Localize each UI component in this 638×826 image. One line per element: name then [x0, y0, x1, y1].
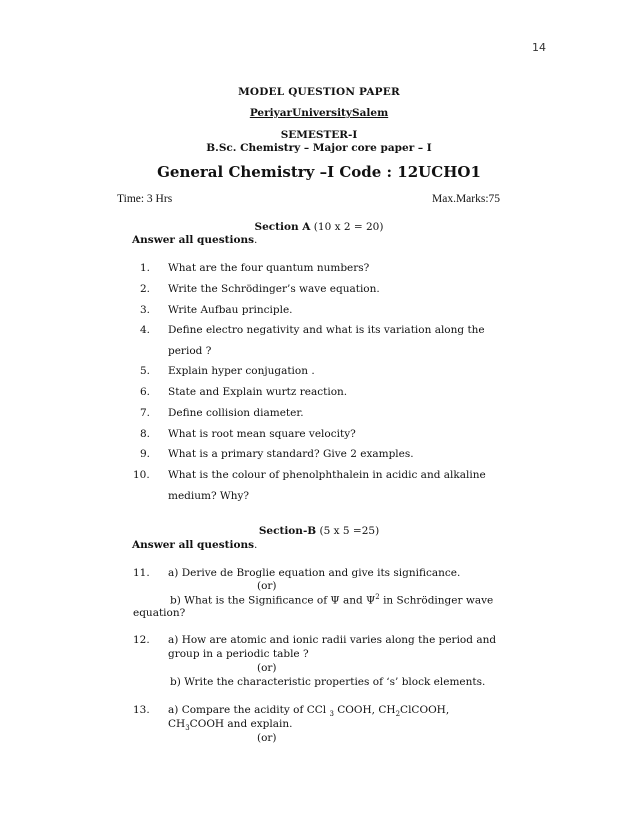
or-label: (or)	[257, 580, 277, 592]
question-text-continued: medium? Why?	[168, 490, 250, 502]
superscript: 2	[375, 593, 380, 601]
exam-time: Time: 3 Hrs	[117, 193, 173, 205]
question-text: Write Aufbau principle.	[168, 304, 293, 316]
question-text: Define electro negativity and what is its variation along the	[168, 324, 485, 336]
max-marks: Max.Marks:75	[432, 193, 501, 205]
question-text: State and Explain wurtz reaction.	[168, 386, 348, 398]
formula-text: CH	[168, 718, 186, 730]
section-b-title: Section-B	[258, 525, 317, 537]
question-text: Write the Schrödinger’s wave equation.	[168, 283, 380, 295]
section-b-heading	[0, 525, 638, 537]
section-a-instruction: Answer all questions.	[132, 234, 258, 246]
formula-text-end: COOH and explain.	[189, 718, 293, 730]
question-text: What are the four quantum numbers?	[168, 262, 370, 274]
section-b-instruction-text: Answer all questions	[132, 539, 254, 551]
question-text: Define collision diameter.	[168, 407, 304, 419]
question-number: 6.	[140, 386, 151, 398]
question-part-a: a) How are atomic and ionic radii varies along the period and	[168, 634, 497, 646]
subject-code: General Chemistry –I Code : 12UCHO1	[157, 163, 481, 181]
question-number: 1.	[140, 262, 151, 274]
question-number: 11.	[133, 567, 150, 579]
question-text-continued: period ?	[168, 345, 212, 357]
question-part-b-continued: equation?	[133, 607, 186, 619]
question-number: 5.	[140, 365, 151, 377]
section-b-instruction: Answer all questions.	[132, 539, 258, 551]
section-a-instruction-text: Answer all questions	[132, 234, 254, 246]
part-b-text: b) What is the Significance of Ψ and Ψ	[170, 594, 376, 607]
page-number: 14	[532, 41, 546, 54]
semester: SEMESTER-I	[280, 129, 358, 141]
question-number: 4.	[140, 324, 151, 336]
question-text: What is a primary standard? Give 2 examples.	[168, 448, 414, 460]
or-label: (or)	[257, 662, 277, 674]
question-part-a-continued: group in a periodic table ?	[168, 648, 309, 660]
question-part-a-continued	[168, 718, 292, 732]
question-number: 10.	[133, 469, 150, 481]
question-number: 8.	[140, 428, 151, 440]
section-b-marks: (5 x 5 =25)	[319, 525, 380, 537]
university-name	[0, 107, 638, 119]
or-label: (or)	[257, 732, 277, 744]
question-part-b	[170, 593, 493, 607]
section-a-heading	[0, 221, 638, 233]
subscript: 3	[329, 710, 334, 719]
question-text: What is the colour of phenolphthalein in acidic and alkaline	[168, 469, 486, 481]
question-number: 9.	[140, 448, 151, 460]
question-number: 13.	[133, 704, 150, 716]
question-number: 12.	[133, 634, 150, 646]
question-number: 2.	[140, 283, 151, 295]
question-part-a	[168, 704, 449, 718]
question-number: 3.	[140, 304, 151, 316]
section-a-title: Section A	[254, 221, 311, 233]
part-a-text-end: ClCOOH,	[400, 704, 450, 716]
part-b-text-end: in Schrödinger wave	[379, 594, 494, 607]
part-a-text-mid: COOH, CH	[333, 704, 396, 716]
course-name: B.Sc. Chemistry – Major core paper – I	[206, 142, 432, 154]
paper-title: MODEL QUESTION PAPER	[238, 86, 400, 98]
question-text: Explain hyper conjugation .	[168, 365, 315, 377]
question-part-b: b) Write the characteristic properties of ‘s’ block elements.	[170, 676, 486, 688]
subscript: 2	[395, 710, 401, 719]
question-number: 7.	[140, 407, 151, 419]
question-part-a: a) Derive de Broglie equation and give its significance.	[168, 567, 461, 579]
university-name-text: PeriyarUniversitySalem	[249, 107, 389, 119]
question-text: What is root mean square velocity?	[168, 428, 356, 440]
part-a-text: a) Compare the acidity of CCl	[168, 704, 330, 716]
section-a-marks: (10 x 2 = 20)	[313, 221, 384, 233]
subscript: 3	[185, 724, 190, 733]
